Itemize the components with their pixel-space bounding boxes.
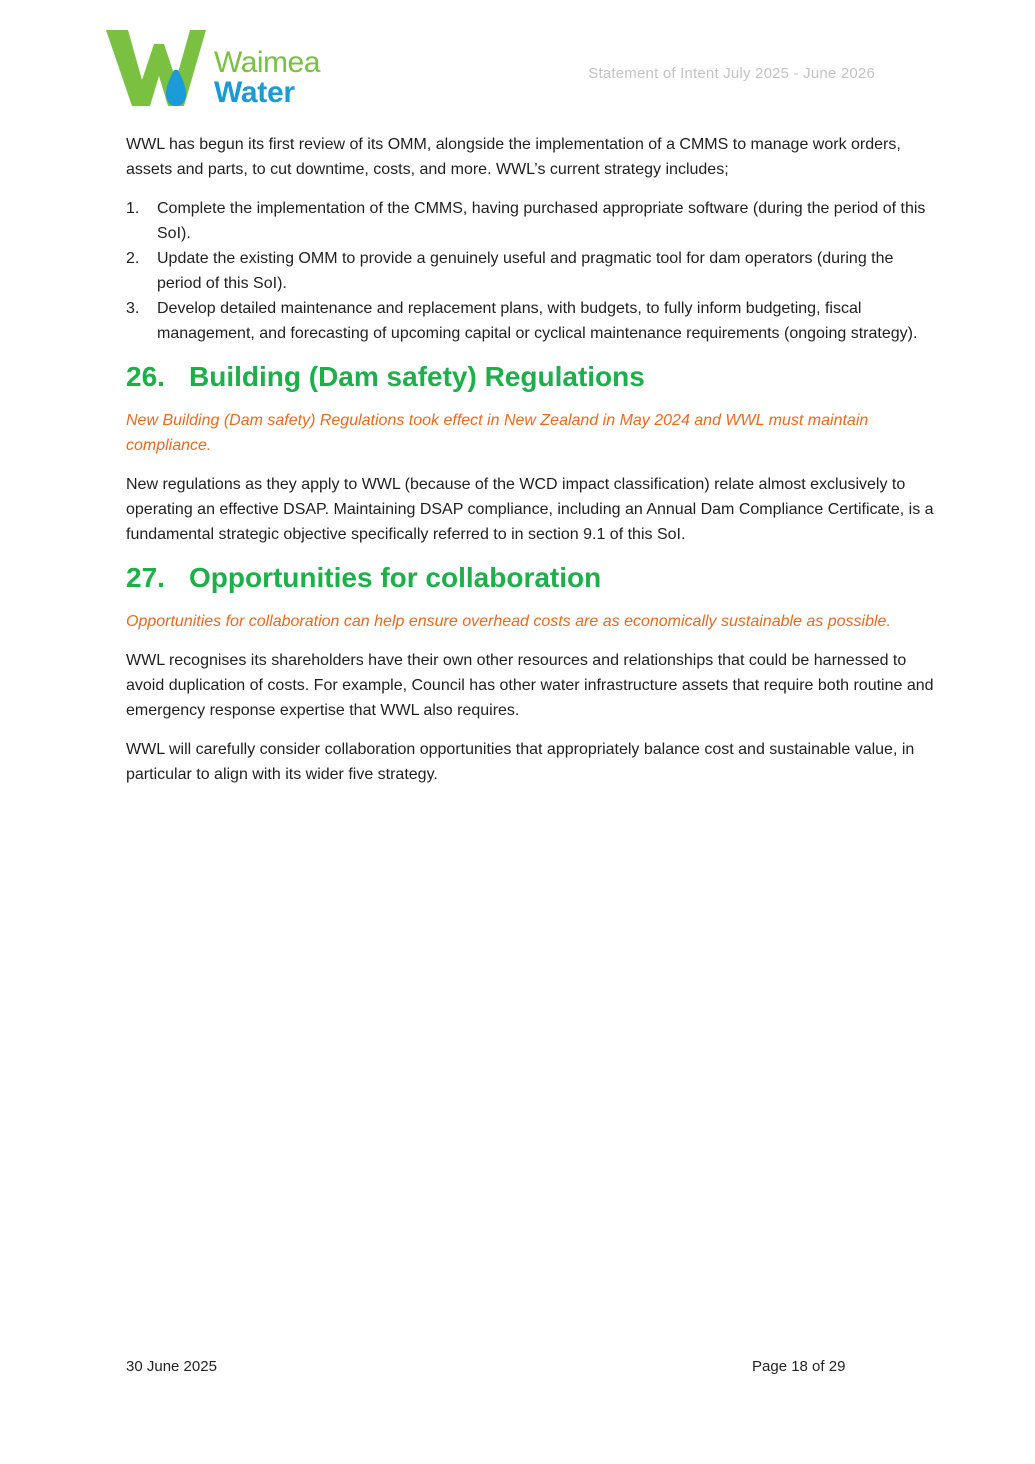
footer-date: 30 June 2025 — [126, 1358, 217, 1375]
list-number: 1. — [126, 200, 140, 217]
list-item — [126, 246, 941, 296]
section-27-title: Opportunities for collaboration — [189, 562, 602, 593]
list-number: 3. — [126, 300, 140, 317]
section-27-heading — [126, 561, 941, 595]
section-27-number: 27. — [126, 562, 165, 593]
section-26-paragraph: New regulations as they apply to WWL (because of the WCD impact classification) relate almost exclusively to operating an effective DSAP. Maintaining DSAP compliance, including an Annual Dam Compliance Certificate, is a fundamental strategic objective specifically referred to in section 9.1 of this SoI. — [126, 476, 934, 543]
section-26-title: Building (Dam safety) Regulations — [189, 361, 645, 392]
list-item — [126, 196, 941, 246]
logo-w-mark — [104, 26, 208, 110]
section-27-intro: Opportunities for collaboration can help ensure overhead costs are as economically sustainable as possible. — [126, 613, 891, 630]
list-text: Update the existing OMM to provide a genuinely useful and pragmatic tool for dam operators (during the period of this SoI). — [157, 250, 894, 292]
list-text: Develop detailed maintenance and replacement plans, with budgets, to fully inform budgeting, fiscal management, and forecasting of upcoming capital or cyclical maintenance requirements (ongoing strategy). — [157, 300, 918, 342]
document-header-title: Statement of Intent July 2025 - June 2026 — [588, 65, 875, 82]
section-27-paragraph-1: WWL recognises its shareholders have their own other resources and relationships that could be harnessed to avoid duplication of costs. For example, Council has other water infrastructure assets that require both routine and emergency response expertise that WWL also requires. — [126, 652, 934, 719]
list-number: 2. — [126, 250, 140, 267]
strategy-list — [126, 196, 941, 346]
section-26-intro: New Building (Dam safety) Regulations took effect in New Zealand in May 2024 and WWL must maintain compliance. — [126, 412, 869, 454]
page-content — [126, 132, 941, 801]
logo-text-waimea: Waimea — [214, 46, 320, 79]
intro-paragraph: WWL has begun its first review of its OMM, alongside the implementation of a CMMS to manage work orders, assets and parts, to cut downtime, costs, and more. WWL’s current strategy includes; — [126, 136, 901, 178]
company-logo — [104, 26, 344, 110]
section-27-paragraph-2: WWL will carefully consider collaboration opportunities that appropriately balance cost and sustainable value, in particular to align with its wider five strategy. — [126, 741, 915, 783]
section-26-number: 26. — [126, 361, 165, 392]
logo-text-water: Water — [214, 76, 295, 109]
section-26-heading — [126, 360, 941, 394]
list-item — [126, 296, 941, 346]
list-text: Complete the implementation of the CMMS, having purchased appropriate software (during the period of this SoI). — [157, 200, 926, 242]
footer-page-number: Page 18 of 29 — [752, 1358, 846, 1375]
